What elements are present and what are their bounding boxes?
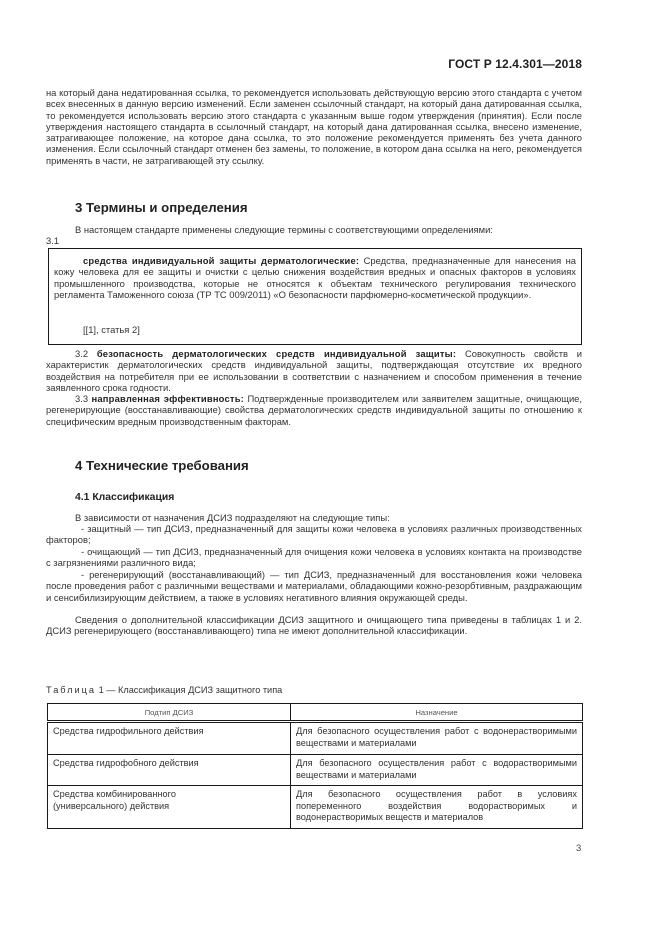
type-protective: - защитный — тип ДСИЗ, предназначенный для защиты кожи человека в условиях различных производственных факторов; — [46, 523, 582, 546]
cell-subtype: Средства гидрофильного действия — [48, 722, 291, 755]
section-3-intro-text: В настоящем стандарте применены следующие термины с соответствующими определениями: — [75, 224, 493, 235]
type-cleansing: - очищающий — тип ДСИЗ, предназначенный для очищения кожи человека в условиях контакта на производстве с загрязнениями различного вида; — [46, 546, 582, 569]
subsection-4-1-title: 4.1 Классификация — [75, 492, 175, 503]
cell-purpose: Для безопасного осуществления работ с водонерастворимыми веществами и материалами — [291, 722, 583, 755]
intro-paragraph: на который дана недатированная ссылка, то рекомендуется использовать действующую версию этого стандарта с учетом всех внесенных в данную версию изменений. Если заменен ссылочный стандарт, на который дана датированная ссылка, то рекомендуется использовать версию этого стандарта с указанным выше годом утверждения (принятия). Если после утверждения настоящего стандарта в ссылочный стандарт, на который дана датированная ссылка, внесено изменение, затрагивающее положение, на которое дана ссылка, то это положение рекомендуется применять без учета данного изменения. Если ссылочный стандарт отменен без замены, то положение, в котором дана ссылка на него, рекомендуется применять в части, не затрагивающей эту ссылку. — [46, 87, 582, 166]
term-3-1-term: средства индивидуальной защиты дерматологические: — [83, 255, 360, 266]
term-3-3-term: направленная эффективность: — [91, 393, 244, 404]
term-3-3 — [46, 393, 582, 427]
table-1-caption-text: 1 — Классификация ДСИЗ защитного типа — [96, 685, 283, 695]
cell-purpose: Для безопасного осуществления работ с водорастворимыми веществами и материалами — [291, 755, 583, 786]
section-3-title: 3 Термины и определения — [75, 200, 248, 215]
table-row — [48, 722, 583, 755]
column-header-subtype: Подтип ДСИЗ — [48, 704, 291, 722]
table-row — [48, 786, 583, 829]
table-header-row — [48, 704, 583, 722]
cell-purpose: Для безопасного осуществления работ в условиях попеременного воздействия водорастворимых и водонерастворимых веществ и материалов — [291, 786, 583, 829]
term-3-1-text: Средства, предназначенные для нанесения на кожу человека для ее защиты и очистки с целью снижения воздействия вредных и опасных факторов в условиях промышленного производства, которые не относятся к объектам технического регулирования технического регламента Таможенного союза (ТР ТС 009/2011) «О безопасности парфюмерно-косметической продукции». — [54, 255, 577, 300]
classification-intro: В зависимости от назначения ДСИЗ подразделяют на следующие типы: — [75, 512, 390, 523]
table-1-label: Таблица — [46, 685, 97, 695]
type-regenerating: - регенерирующий (восстанавливающий) — тип ДСИЗ, предназначенный для восстановления кожи человека после проведения работ с различными веществами и материалами, обладающими кожно-резорбтивным, раздражающим и сенсибилизирующим действием, а также в условиях негативного влияния окружающей среды. — [46, 569, 582, 603]
term-3-1-definition — [54, 255, 576, 300]
term-3-2-number: 3.2 — [75, 348, 97, 359]
term-3-1-definition-box — [48, 248, 582, 345]
term-3-3-text: Подтвержденные производителем или заявителем защитные, очищающие, регенерирующие (восстанавливающие) свойства дерматологических средств индивидуальной защиты по отношению к специфическим вредным производственным факторам. — [46, 393, 582, 427]
page-number: 3 — [576, 843, 582, 854]
section-4-title: 4 Технические требования — [75, 458, 249, 473]
term-3-1-source: [[1], статья 2] — [83, 324, 140, 335]
term-3-2-term: безопасность дерматологических средств индивидуальной защиты: — [96, 348, 457, 359]
term-3-2 — [46, 348, 582, 393]
table-row — [48, 755, 583, 786]
classification-note: Сведения о дополнительной классификации ДСИЗ защитного и очищающего типа приведены в таблицах 1 и 2. ДСИЗ регенерирующего (восстанавливающего) типа не имеют дополнительной классификации. — [46, 614, 582, 637]
document-code-header: ГОСТ Р 12.4.301—2018 — [448, 57, 582, 71]
cell-subtype: Средства комбинированного (универсального) действия — [48, 786, 291, 829]
cell-subtype: Средства гидрофобного действия — [48, 755, 291, 786]
term-3-1-number: 3.1 — [46, 235, 60, 247]
table-1-caption — [46, 685, 282, 695]
column-header-purpose: Назначение — [291, 704, 583, 722]
table-1 — [47, 703, 583, 829]
term-3-2-text: Совокупность свойств и характеристик дерматологических средств индивидуальной защиты, подтверждающая отсутствие их вредного воздействия на потребителя при ее использовании в соответствии с назначением и способом применения в течение заявленного срока годности. — [46, 348, 583, 393]
section-3-intro — [46, 224, 582, 247]
term-3-3-number: 3.3 — [75, 393, 92, 404]
